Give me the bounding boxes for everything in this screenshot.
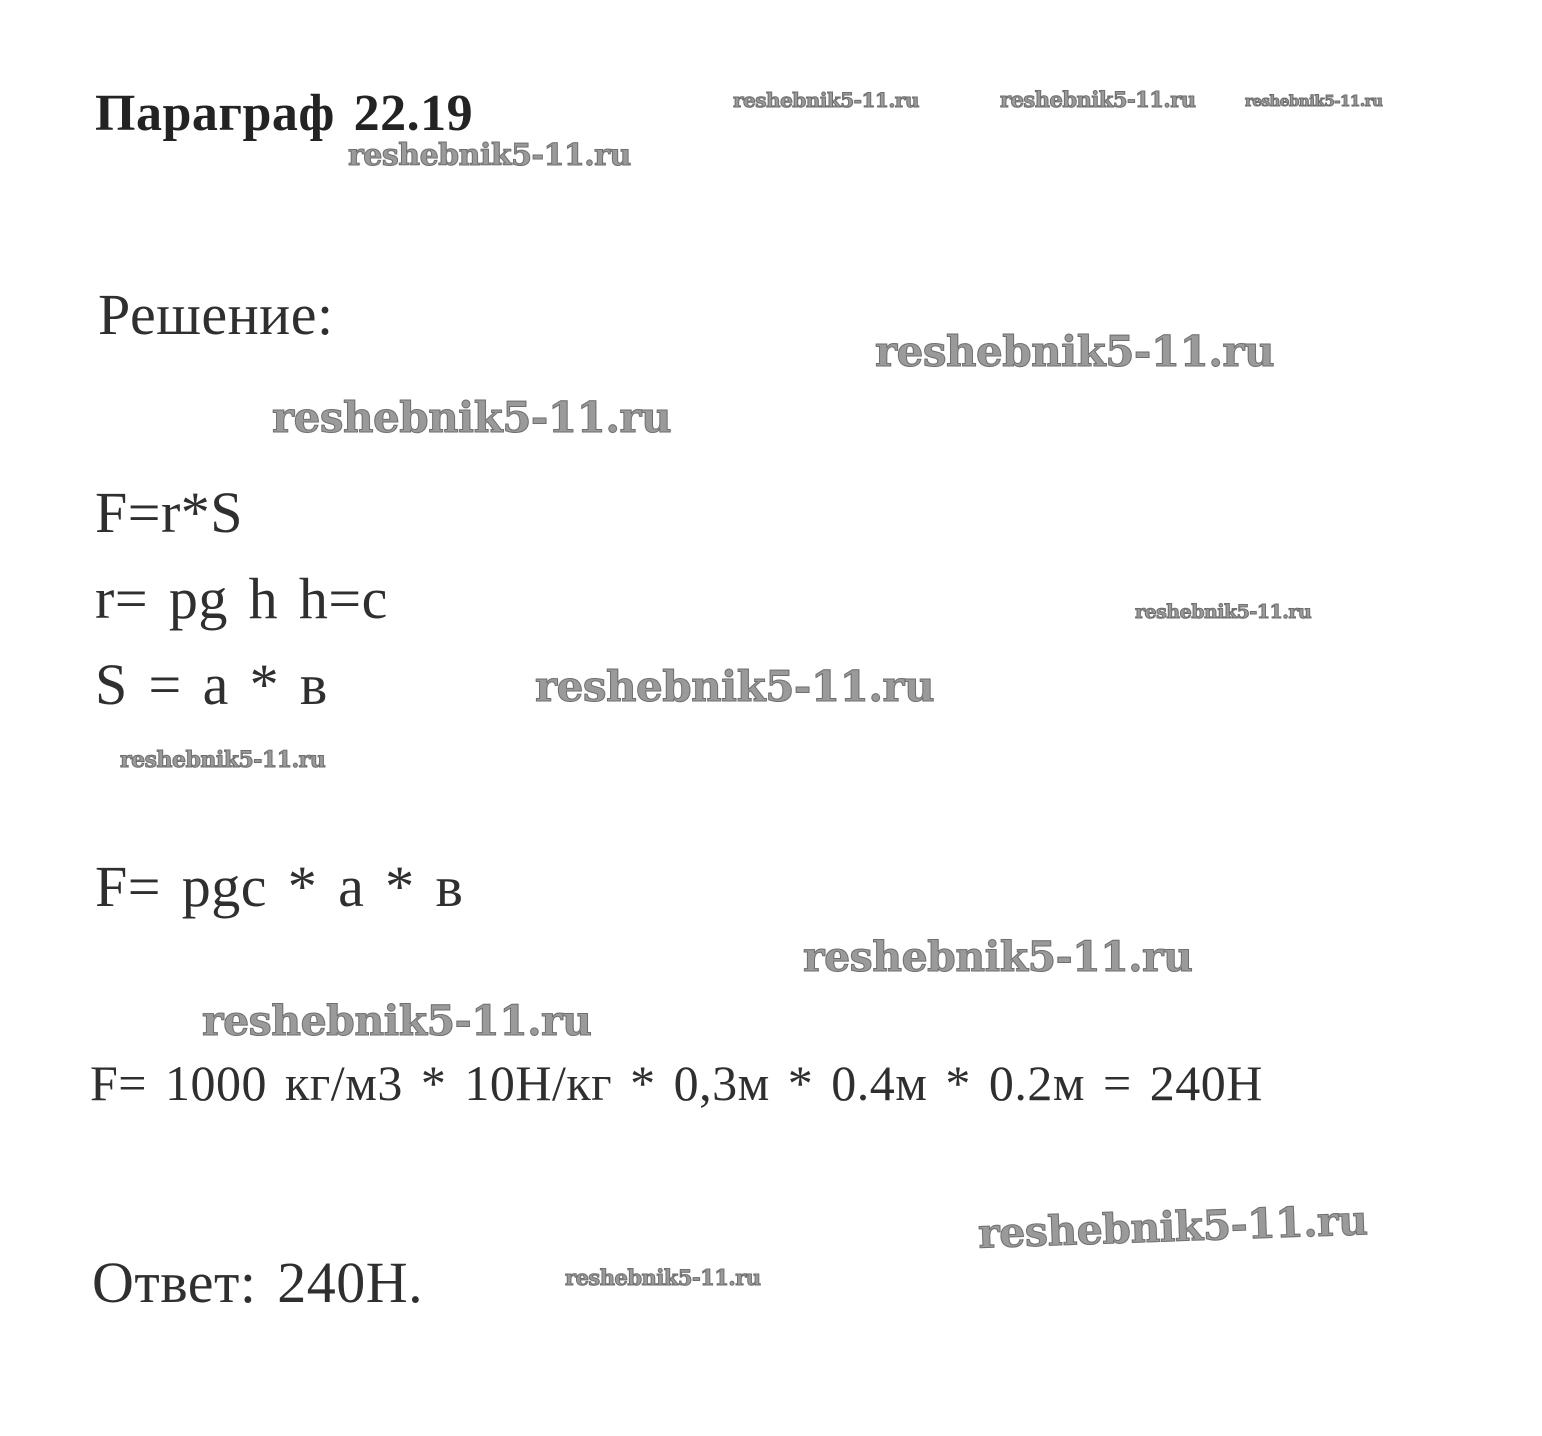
watermark-bottom-right: reshebnik5-11.ru <box>977 1196 1369 1258</box>
answer-line: Ответ: 240Н. <box>92 1250 424 1315</box>
watermark-small-mid-right: reshebnik5-11.ru <box>1135 601 1312 623</box>
watermark-below-solution: reshebnik5-11.ru <box>272 393 672 442</box>
formula-pressure-depth: r= pg h h=c <box>95 566 388 631</box>
watermark-mid-center: reshebnik5-11.ru <box>535 662 935 711</box>
watermark-small-left: reshebnik5-11.ru <box>120 747 326 773</box>
page-title: Параграф 22.19 <box>95 85 474 142</box>
watermark-top-left: reshebnik5-11.ru <box>733 88 919 112</box>
solution-label: Решение: <box>98 282 334 347</box>
watermark-bottom-center: reshebnik5-11.ru <box>565 1265 761 1290</box>
watermark-top-center: reshebnik5-11.ru <box>1000 87 1196 112</box>
calculation-line: F= 1000 кг/м3 * 10Н/кг * 0,3м * 0.4м * 0.2м = 240Н <box>90 1055 1263 1111</box>
watermark-right-above-calculation: reshebnik5-11.ru <box>803 933 1193 981</box>
watermark-below-title: reshebnik5-11.ru <box>348 138 631 173</box>
formula-combined: F= pgc * a * в <box>95 854 464 919</box>
watermark-left-above-calculation: reshebnik5-11.ru <box>202 997 592 1045</box>
watermark-top-right: reshebnik5-11.ru <box>1245 92 1383 110</box>
formula-force-pressure: F=r*S <box>95 480 244 545</box>
watermark-right-of-solution: reshebnik5-11.ru <box>875 327 1275 376</box>
formula-area: S = a * в <box>95 652 328 717</box>
